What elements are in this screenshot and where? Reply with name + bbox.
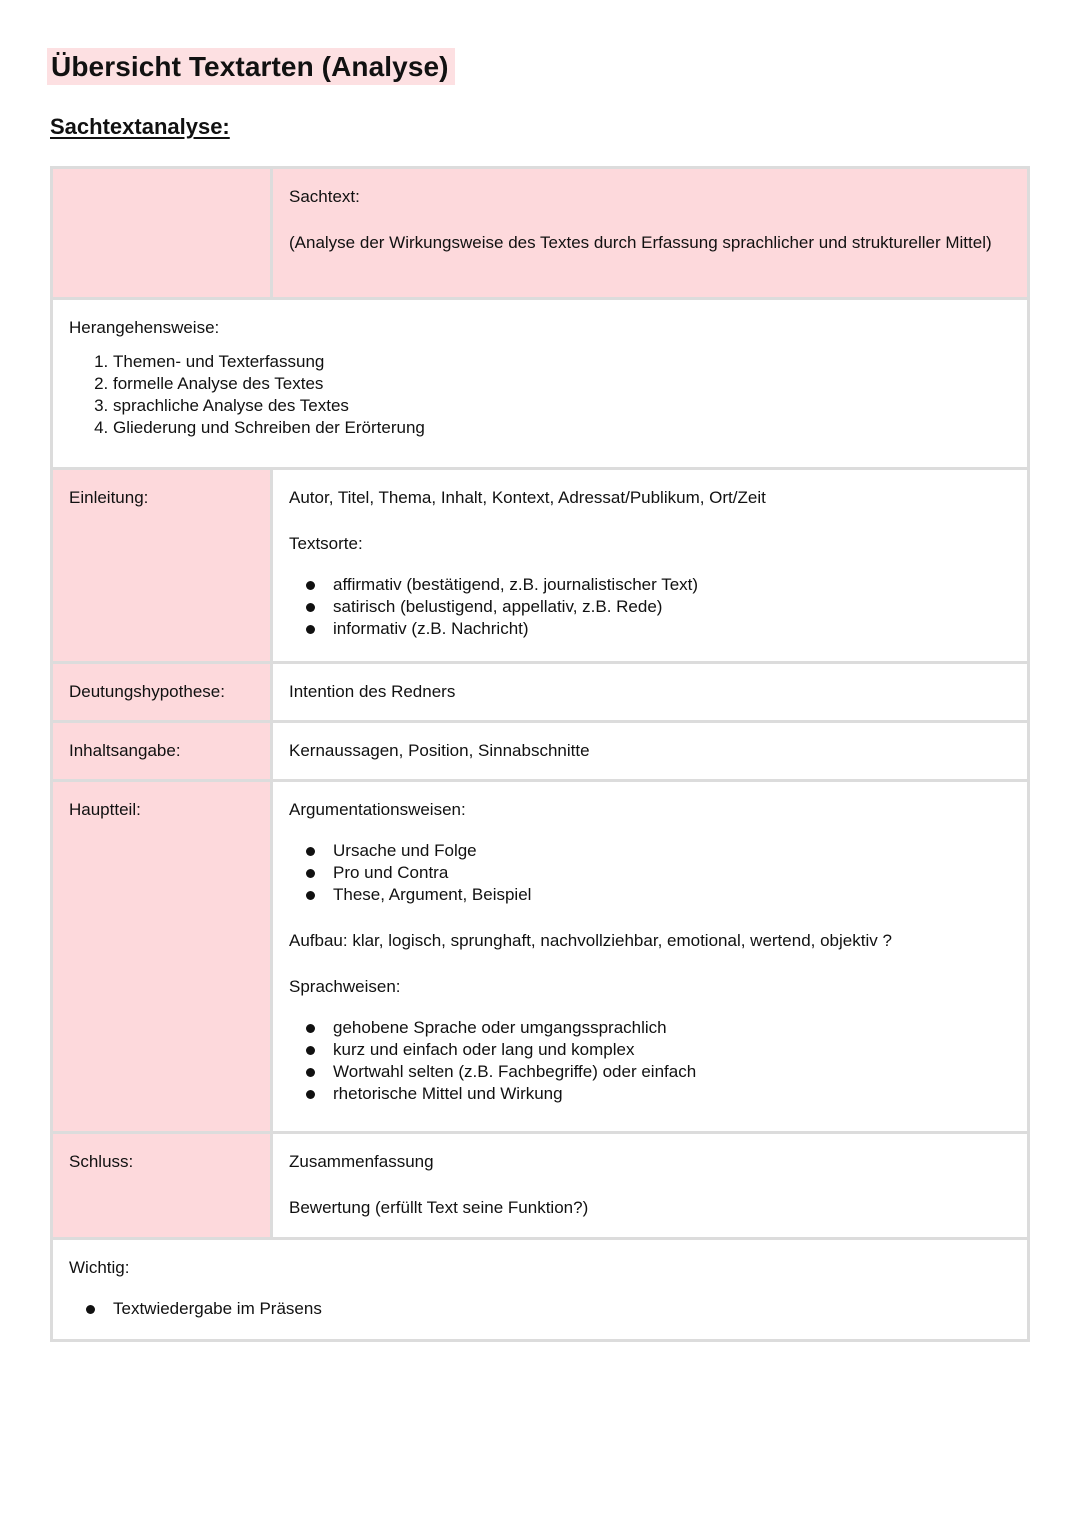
header-content-cell — [272, 168, 1029, 299]
list-item: 1. Themen- und Texterfassung — [113, 351, 1011, 373]
page-title: Übersicht Textarten (Analyse) — [47, 48, 455, 85]
wichtig-list — [69, 1298, 1011, 1320]
inhaltsangabe-content-cell — [272, 722, 1029, 781]
inhaltsangabe-label-cell — [52, 722, 272, 781]
list-item: Ursache und Folge — [333, 840, 1011, 862]
list-item: affirmativ (bestätigend, z.B. journalistischer Text) — [333, 574, 1011, 596]
einleitung-line: Autor, Titel, Thema, Inhalt, Kontext, Adressat/Publikum, Ort/Zeit — [289, 488, 766, 507]
hauptteil-label: Hauptteil: — [69, 800, 141, 819]
inhaltsangabe-content: Kernaussagen, Position, Sinnabschnitte — [289, 741, 590, 760]
list-item: rhetorische Mittel und Wirkung — [333, 1083, 1011, 1105]
schluss-line-2: Bewertung (erfüllt Text seine Funktion?) — [289, 1198, 589, 1217]
deutungshypothese-label-cell — [52, 663, 272, 722]
approach-steps — [69, 351, 1011, 439]
analysis-table — [50, 166, 1030, 1342]
table-row-wichtig — [52, 1239, 1029, 1341]
aufbau-line: Aufbau: klar, logisch, sprunghaft, nachvollziehbar, emotional, wertend, objektiv ? — [289, 931, 892, 950]
section-heading: Sachtextanalyse: — [50, 114, 230, 139]
deutungshypothese-label: Deutungshypothese: — [69, 682, 225, 701]
argumentation-list — [289, 840, 1011, 906]
list-item: satirisch (belustigend, appellativ, z.B. Rede) — [333, 596, 1011, 618]
table-row-approach — [52, 299, 1029, 469]
table-row-hauptteil — [52, 781, 1029, 1133]
table-row-inhaltsangabe — [52, 722, 1029, 781]
sprachweisen-label: Sprachweisen: — [289, 977, 401, 996]
header-heading: Sachtext: — [289, 187, 360, 206]
hauptteil-label-cell — [52, 781, 272, 1133]
textsorte-list — [289, 574, 1011, 640]
wichtig-label: Wichtig: — [69, 1258, 130, 1277]
schluss-label: Schluss: — [69, 1152, 134, 1171]
header-description: (Analyse der Wirkungsweise des Textes durch Erfassung sprachlicher und struktureller Mittel) — [289, 233, 992, 252]
list-item: These, Argument, Beispiel — [333, 884, 1011, 906]
einleitung-content-cell — [272, 469, 1029, 663]
table-row-header — [52, 168, 1029, 299]
table-row-schluss — [52, 1133, 1029, 1239]
wichtig-cell — [52, 1239, 1029, 1341]
table-row-einleitung — [52, 469, 1029, 663]
list-item: informativ (z.B. Nachricht) — [333, 618, 1011, 640]
approach-cell — [52, 299, 1029, 469]
schluss-content-cell — [272, 1133, 1029, 1239]
deutungshypothese-content-cell — [272, 663, 1029, 722]
table-row-deutungshypothese — [52, 663, 1029, 722]
list-item: 3. sprachliche Analyse des Textes — [113, 395, 1011, 417]
list-item: kurz und einfach oder lang und komplex — [333, 1039, 1011, 1061]
sprachweisen-list — [289, 1017, 1011, 1105]
argumentation-label: Argumentationsweisen: — [289, 800, 466, 819]
schluss-label-cell — [52, 1133, 272, 1239]
list-item: Pro und Contra — [333, 862, 1011, 884]
schluss-line-1: Zusammenfassung — [289, 1152, 434, 1171]
header-label-cell — [52, 168, 272, 299]
approach-label: Herangehensweise: — [69, 318, 220, 337]
hauptteil-content-cell — [272, 781, 1029, 1133]
deutungshypothese-content: Intention des Redners — [289, 682, 456, 701]
list-item: Textwiedergabe im Präsens — [113, 1298, 1011, 1320]
inhaltsangabe-label: Inhaltsangabe: — [69, 741, 181, 760]
header-label — [53, 169, 270, 199]
list-item: 4. Gliederung und Schreiben der Erörterung — [113, 417, 1011, 439]
list-item: 2. formelle Analyse des Textes — [113, 373, 1011, 395]
list-item: gehobene Sprache oder umgangssprachlich — [333, 1017, 1011, 1039]
list-item: Wortwahl selten (z.B. Fachbegriffe) oder einfach — [333, 1061, 1011, 1083]
textsorte-label: Textsorte: — [289, 534, 363, 553]
einleitung-label: Einleitung: — [69, 488, 149, 507]
einleitung-label-cell — [52, 469, 272, 663]
